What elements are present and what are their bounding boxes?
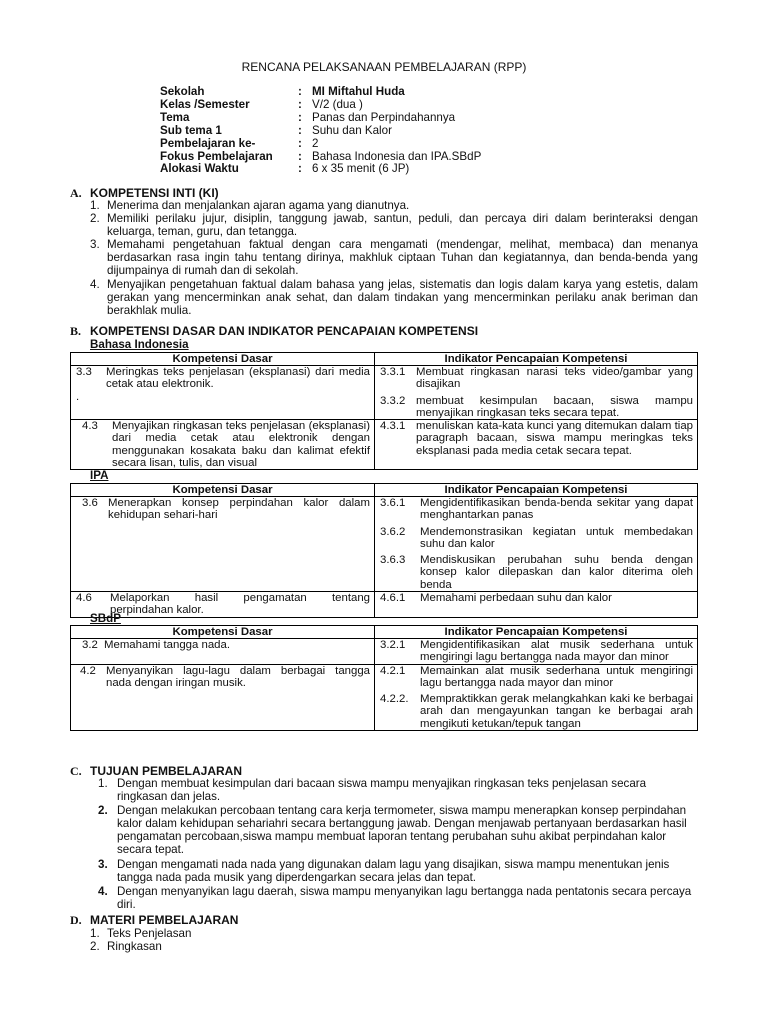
- kd-entry: [76, 497, 370, 522]
- indicator-text: Memahami perbedaan suhu dan kalor: [420, 592, 612, 605]
- column-header: Indikator Pencapaian Kompetensi: [375, 484, 698, 497]
- list-item: [90, 927, 390, 940]
- indicator-entry: [380, 395, 693, 420]
- kd-cell: [71, 639, 375, 665]
- column-header: Indikator Pencapaian Kompetensi: [375, 626, 698, 639]
- identity-colon: :: [298, 123, 302, 137]
- section-d-heading: [70, 913, 238, 928]
- identity-row: [160, 163, 481, 176]
- kd-number: 4.2: [80, 664, 96, 677]
- list-item: [90, 212, 698, 238]
- kd-cell: [71, 497, 375, 592]
- kd-text: Memahami tangga nada.: [104, 639, 231, 651]
- list-number: 1.: [90, 927, 100, 940]
- table-row: [71, 497, 698, 592]
- kd-table-sbdp: [70, 625, 698, 731]
- identity-colon: :: [298, 136, 302, 150]
- kd-text: Menerapkan konsep perpindahan kalor dalam kehidupan sehari-hari: [108, 497, 370, 522]
- subject-label-sbdp: SBdP: [90, 612, 121, 625]
- indicator-number: 3.6.1: [380, 497, 406, 509]
- indicator-cell: [375, 639, 698, 665]
- identity-label: Tema: [160, 110, 190, 124]
- indicator-number: 4.2.1: [380, 664, 406, 677]
- identity-value: 6 x 35 menit (6 JP): [312, 162, 410, 176]
- table-header-row: [71, 626, 698, 639]
- list-text: Ringkasan: [107, 940, 162, 954]
- list-text: Dengan menyanyikan lagu daerah, siswa mampu menyanyikan lagu bertangga nada pentatonis secara percaya diri.: [117, 884, 692, 911]
- indicator-number: 3.6.3: [380, 554, 406, 567]
- list-text: Memahami pengetahuan faktual dengan cara mengamati (mendengar, melihat, membaca) dan menanya berdasarkan rasa ingin tahu tentang dirinya, makhluk ciptaan Tuhan dan kegiatannya, dan benda-benda yang dijumpainya di rumah dan di sekolah.: [107, 238, 698, 278]
- indicator-number: 4.6.1: [380, 592, 406, 605]
- indicator-text: Mendiskusikan perubahan suhu benda dengan konsep kalor dilepaskan dan kalor diterima oleh benda: [420, 554, 693, 591]
- table-row: [71, 639, 698, 665]
- indicator-cell: [375, 592, 698, 618]
- indicator-text: Mengidentifikasikan benda-benda sekitar yang dapat menghantarkan panas: [420, 497, 693, 522]
- list-text: Teks Penjelasan: [107, 927, 192, 940]
- ki-list: [90, 199, 698, 317]
- table-header-row: [71, 353, 698, 366]
- identity-label: Alokasi Waktu: [160, 162, 239, 176]
- identity-value: Suhu dan Kalor: [312, 123, 392, 137]
- identity-row: [160, 86, 481, 99]
- column-header: Kompetensi Dasar: [71, 353, 375, 366]
- section-b-heading: [70, 324, 478, 339]
- section-title: KOMPETENSI DASAR DAN INDIKATOR PENCAPAIAN KOMPETENSI: [90, 324, 479, 338]
- list-item: [90, 940, 390, 953]
- indicator-text: Membuat ringkasan narasi teks video/gambar yang disajikan: [416, 366, 693, 391]
- list-number: 4.: [90, 277, 100, 291]
- indicator-entry: [380, 366, 693, 391]
- identity-value: V/2 (dua ): [312, 97, 363, 111]
- kd-table-bahasa-indonesia: [70, 352, 698, 470]
- identity-row: [160, 138, 481, 151]
- kd-entry: [76, 420, 370, 469]
- indicator-cell: [375, 366, 698, 420]
- indicator-number: 4.3.1: [380, 420, 406, 433]
- indicator-text: membuat kesimpulan bacaan, siswa mampu menyajikan ringkasan teks secara tepat.: [416, 394, 693, 419]
- table-row: [71, 664, 698, 730]
- kd-number: 3.3: [76, 366, 92, 378]
- indicator-number: 3.3.1: [380, 366, 406, 378]
- indicator-number: 3.3.2: [380, 394, 406, 407]
- list-number: 1.: [98, 777, 108, 790]
- subject-label-ipa: IPA: [90, 469, 109, 482]
- kd-extra: .: [76, 390, 80, 403]
- list-number: 3.: [98, 857, 108, 871]
- indicator-entry: [380, 592, 693, 604]
- section-letter: D.: [70, 913, 82, 927]
- kd-text: Meringkas teks penjelasan (eksplanasi) dari media cetak atau elektronik.: [106, 366, 370, 391]
- kd-number: 3.2: [82, 639, 98, 651]
- table-row: [71, 420, 698, 470]
- identity-label: Fokus Pembelajaran: [160, 149, 273, 163]
- identity-label: Sekolah: [160, 85, 205, 98]
- column-header: Indikator Pencapaian Kompetensi: [375, 353, 698, 366]
- list-number: 2.: [98, 804, 108, 818]
- subject-label-bahasa-indonesia: Bahasa Indonesia: [90, 338, 189, 351]
- list-text: Dengan membuat kesimpulan dari bacaan siswa mampu menyajikan ringkasan teks penjelasan secara ringkasan dan jelas.: [117, 777, 647, 804]
- identity-value: Panas dan Perpindahannya: [312, 110, 456, 124]
- kd-text: Menyanyikan lagu-lagu dalam berbagai tangga nada dengan iringan musik.: [106, 664, 370, 689]
- identity-value: MI Miftahul Huda: [312, 85, 405, 98]
- list-item: [98, 777, 698, 803]
- table-row: [71, 366, 698, 420]
- kd-text: Menyajikan ringkasan teks penjelasan (eksplanasi) dari media cetak atau elektronik dengan menggunakan kosakata baku dan kalimat efektif secara lisan, tulis, dan visual: [112, 420, 370, 470]
- list-item: [90, 199, 698, 212]
- identity-row: [160, 112, 481, 125]
- identity-colon: :: [298, 162, 302, 176]
- indicator-number: 3.2.1: [380, 639, 406, 651]
- list-item: [98, 858, 698, 884]
- indicator-cell: [375, 664, 698, 730]
- identity-label: Sub tema 1: [160, 123, 222, 137]
- section-letter: C.: [70, 764, 82, 778]
- page-title: RENCANA PELAKSANAAN PEMBELAJARAN (RPP): [241, 60, 527, 74]
- kd-cell: [71, 366, 375, 420]
- indicator-text: menuliskan kata-kata kunci yang ditemukan dalam tiap paragraph bacaan, siswa mampu meringkas teks eksplanasi pada media cetak secara tepat.: [416, 420, 693, 457]
- indicator-entry: [380, 497, 693, 522]
- list-item: [98, 885, 698, 911]
- table-header-row: [71, 484, 698, 497]
- materi-list: [90, 927, 390, 953]
- list-text: Menerima dan menjalankan ajaran agama yang dianutnya.: [107, 199, 410, 212]
- list-number: 2.: [90, 212, 100, 226]
- indicator-number: 4.2.2.: [380, 693, 409, 706]
- table-row: [71, 592, 698, 618]
- kd-text: Melaporkan hasil pengamatan tentang perpindahan kalor.: [110, 592, 370, 617]
- kd-cell: [71, 420, 375, 470]
- indicator-entry: [380, 665, 693, 690]
- kd-entry: [76, 665, 370, 690]
- section-letter: A.: [70, 186, 82, 200]
- kd-number: 4.6: [76, 592, 92, 605]
- indicator-cell: [375, 497, 698, 592]
- identity-row: [160, 125, 481, 138]
- list-item: [90, 238, 698, 277]
- column-header: Kompetensi Dasar: [71, 484, 375, 497]
- list-number: 4.: [98, 884, 108, 898]
- kd-cell: [71, 664, 375, 730]
- section-title: MATERI PEMBELAJARAN: [90, 913, 239, 927]
- kd-number: 4.3: [82, 420, 98, 433]
- list-item: [98, 804, 698, 856]
- indicator-text: Mempraktikkan gerak melangkahkan kaki ke berbagai arah dan mengayunkan tangan ke berbagai arah mengikuti ketukan/tepuk tangan: [420, 693, 693, 730]
- identity-label: Pembelajaran ke-: [160, 136, 256, 150]
- list-number: 2.: [90, 940, 100, 954]
- tujuan-list: [98, 777, 698, 912]
- indicator-entry: [380, 639, 693, 664]
- list-text: Dengan melakukan percobaan tentang cara kerja termometer, siswa mampu menerapkan konsep perpindahan kalor dalam kehidupan sehariahri secara bertanggung jawab. Dengan menjawab pertanyaan berdasarkan hasil pengamatan percobaan,siswa mampu membuat laporan tentang perubahan suhu akibat perpindahan kalor secara tepat.: [117, 804, 687, 857]
- section-letter: B.: [70, 324, 82, 338]
- indicator-entry: [380, 554, 693, 591]
- identity-colon: :: [298, 149, 302, 163]
- indicator-text: Memainkan alat musik sederhana untuk mengiringi lagu bertangga nada mayor dan minor: [420, 664, 693, 689]
- section-title: KOMPETENSI INTI (KI): [90, 186, 219, 200]
- list-number: 3.: [90, 238, 100, 252]
- kd-entry: [76, 639, 370, 651]
- indicator-cell: [375, 420, 698, 470]
- list-item: [90, 278, 698, 317]
- identity-table: [160, 86, 481, 176]
- identity-label: Kelas /Semester: [160, 97, 250, 111]
- list-text: Memiliki perilaku jujur, disiplin, tanggung jawab, santun, peduli, dan percaya diri dalam berinteraksi dengan keluarga, teman, guru, dan tetangga.: [107, 212, 698, 239]
- indicator-text: Mendemonstrasikan kegiatan untuk membedakan suhu dan kalor: [420, 525, 693, 550]
- indicator-entry: [380, 693, 693, 730]
- kd-number: 3.6: [82, 497, 98, 509]
- list-text: Menyajikan pengetahuan faktual dalam bahasa yang jelas, sistematis dan logis dalam karya yang estetis, dalam gerakan yang mencerminkan anak sehat, dan dalam tindakan yang mencerminkan perilaku anak beriman dan berakhlak mulia.: [107, 277, 698, 317]
- indicator-number: 3.6.2: [380, 525, 406, 538]
- kd-table-ipa: [70, 483, 698, 618]
- indicator-entry: [380, 526, 693, 551]
- identity-colon: :: [298, 85, 302, 98]
- list-text: Dengan mengamati nada nada yang digunakan dalam lagu yang disajikan, siswa mampu menentukan jenis tangga nada pada musik yang diperdengarkan secara jelas dan tepat.: [117, 857, 670, 884]
- identity-colon: :: [298, 110, 302, 124]
- identity-colon: :: [298, 97, 302, 111]
- identity-value: 2: [312, 136, 319, 150]
- kd-entry: [76, 366, 370, 391]
- indicator-text: Mengidentifikasikan alat musik sederhana untuk mengiringi lagu bertangga nada mayor dan minor: [420, 639, 693, 664]
- list-number: 1.: [90, 199, 100, 212]
- column-header: Kompetensi Dasar: [71, 626, 375, 639]
- section-title: TUJUAN PEMBELAJARAN: [90, 764, 243, 778]
- identity-value: Bahasa Indonesia dan IPA.SBdP: [312, 149, 482, 163]
- indicator-entry: [380, 420, 693, 457]
- identity-row: [160, 99, 481, 112]
